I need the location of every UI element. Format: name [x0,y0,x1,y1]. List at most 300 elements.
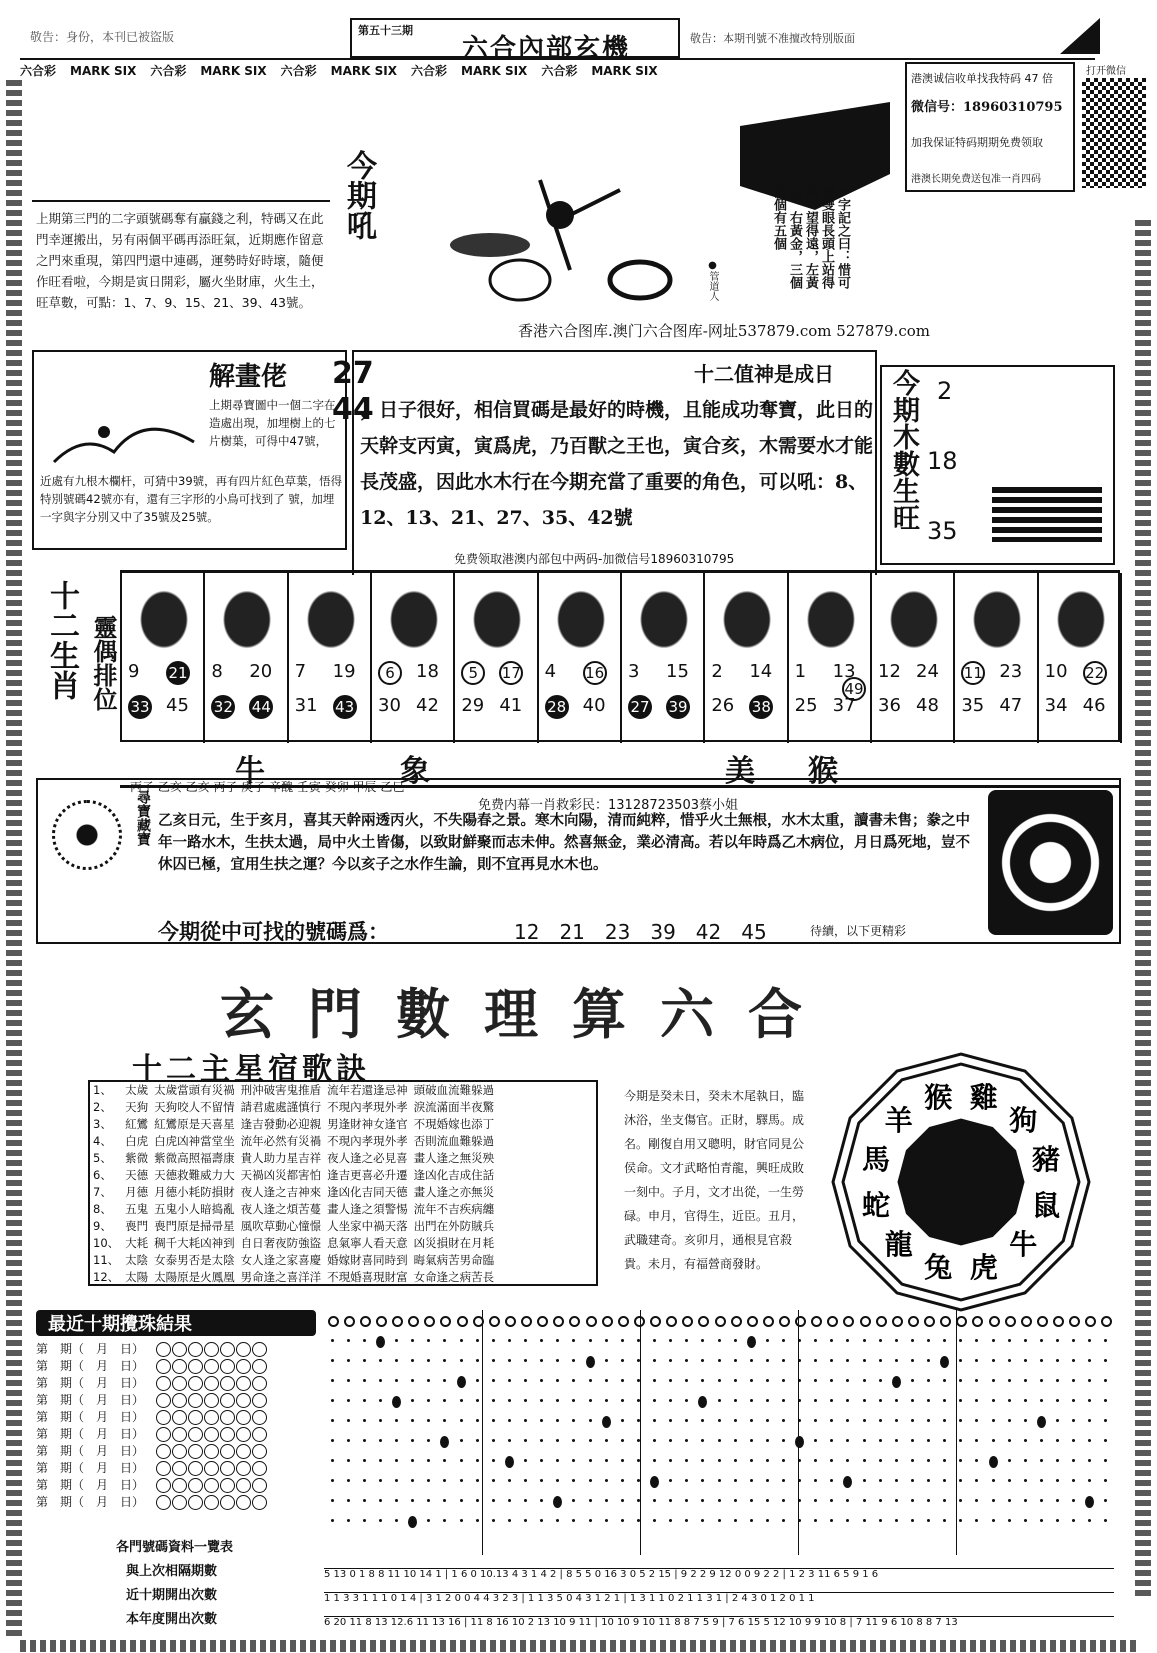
site-url: 香港六合图库.澳门六合图库-网址537879.com 527879.com [518,322,930,340]
ball-dot [830,1399,833,1402]
ball-dot [476,1339,479,1342]
ball-header-dot [408,1316,419,1327]
song-row [90,1269,497,1286]
ball-dot [1040,1519,1043,1522]
song-cell: 五鬼 [125,1202,149,1216]
ball-dot [830,1519,833,1522]
ball-dot [1104,1459,1107,1462]
zodiac-cell-monkey [789,573,872,743]
ball-dot [621,1339,624,1342]
ball-dot [750,1459,753,1462]
song-cell: 逢吉更喜必升遷 [327,1168,408,1182]
ball-dot [508,1439,511,1442]
song-row [90,1150,497,1167]
ball-dot [701,1419,704,1422]
ball-dot [992,1399,995,1402]
ball-ring [172,1461,187,1476]
ball-header-dot [489,1316,500,1327]
ball-ring [156,1461,171,1476]
ball-dot [492,1359,495,1362]
song-cell: 逢吉發動必迎親 [240,1117,322,1131]
ball-dot [701,1459,704,1462]
ball-dot [734,1499,737,1502]
zodiac-num: 19 [332,661,356,682]
result-row-label: 第 期（ 月 日） [36,1376,145,1390]
ball-dot [476,1379,479,1382]
ball-header-dot [827,1316,838,1327]
ball-ring [236,1495,251,1510]
song-row [90,1167,497,1184]
solve-text-1: 上期尋寶圖中一個二字在造處出現，加埋樹上的七片樹葉，可得中47號， [209,398,336,448]
ball-dot [556,1479,559,1482]
song-cell: 1、 [93,1083,112,1097]
song-cell: 逢凶化吉同天德 [327,1185,408,1199]
zodiac-num: 45 [166,695,189,716]
ball-dot [718,1459,721,1462]
ball-ring [252,1376,267,1391]
ball-dot [863,1419,866,1422]
ball-dot [411,1359,414,1362]
ball-dot [975,1419,978,1422]
ball-ring [204,1393,219,1408]
ball-dot [331,1439,334,1442]
ball-dot [863,1479,866,1482]
ball-dot [556,1419,559,1422]
ball-dot [879,1499,882,1502]
ball-header-dot [1021,1316,1032,1327]
ball-dot [411,1439,414,1442]
song-cell: 夜人逢之必見喜 [327,1151,408,1165]
ball-dot [379,1399,382,1402]
ball-dot [927,1399,930,1402]
stat-row-2: 6 20 11 8 13 12.6 11 13 16 | 11 8 16 10 2 13 10 9 11 | 10 10 9 10 11 8 8 7 5 9 | 7 6 15 5 12 10 9 9 10 8 | 7 11 9 6 10 8 8 7 13 [324,1616,1114,1628]
ball-ring [204,1461,219,1476]
ball-dot [363,1459,366,1462]
song-cell: 否則流血難躲過 [413,1134,495,1148]
ball-dot [846,1499,849,1502]
ball-dot [911,1339,914,1342]
ball-dot [669,1479,672,1482]
ball-dot [605,1379,608,1382]
stem-side-label: 尋寶藏寶 [135,790,151,846]
song-cell: 稠千大耗凶神到 [154,1236,235,1250]
ball-dot [989,1456,998,1468]
bagua-char: 豬 [1031,1143,1061,1177]
song-cell: 月德 [125,1185,149,1199]
ball-dot [492,1419,495,1422]
ball-dot [621,1379,624,1382]
ball-dot [895,1439,898,1442]
result-row [36,1442,268,1459]
zodiac-num: 38 [749,695,773,719]
ball-dot [1040,1439,1043,1442]
ball-dot [863,1459,866,1462]
ball-header-dot [989,1316,1000,1327]
song-cell: 不現內孝現外孝 [327,1134,408,1148]
bottom-char-1: 象 [400,754,430,789]
zodiac-num: 48 [916,695,939,716]
ball-dot [1040,1379,1043,1382]
ball-dot [524,1359,527,1362]
ball-ring [236,1359,251,1374]
bagua-char: 鼠 [1031,1188,1061,1222]
song-cell: 喪門 [125,1219,149,1233]
result-row-label: 第 期（ 月 日） [36,1478,145,1492]
song-cell: 白虎凶神當堂坐 [154,1134,235,1148]
ball-dot [476,1359,479,1362]
ball-dot [379,1359,382,1362]
qr-label: 打开微信 [1086,66,1126,77]
ball-dot [782,1419,785,1422]
song-cell: 女命逢之病苦長 [413,1270,495,1284]
ball-dot [814,1399,817,1402]
result-row-label: 第 期（ 月 日） [36,1410,145,1424]
ball-dot [879,1399,882,1402]
ball-ring [204,1478,219,1493]
ball-header-dot [1037,1316,1048,1327]
ball-dot [766,1419,769,1422]
ball-dot [572,1339,575,1342]
song-row [90,1099,497,1116]
song-cell: 出門在外防賊兵 [413,1219,495,1233]
ball-dot [843,1476,852,1488]
ball-dot [734,1419,737,1422]
ball-header-dot [457,1316,468,1327]
landscape-illustration [44,392,204,472]
ball-dot [363,1359,366,1362]
song-cell: 畫人逢之亦無災 [413,1185,495,1199]
ball-dot [460,1479,463,1482]
ball-dot [992,1499,995,1502]
song-cell: 流年若還逢忌神 [327,1083,408,1097]
ball-dot [927,1479,930,1482]
ball-dot [685,1439,688,1442]
ball-dot [718,1479,721,1482]
ball-ring [252,1359,267,1374]
ball-dot [395,1339,398,1342]
zodiac-num: 16 [583,661,607,685]
zodiac-num: 35 [961,695,985,716]
bagua-char: 龍 [884,1228,913,1262]
ball-header-dot [650,1316,661,1327]
ball-dot [1024,1379,1027,1382]
ball-dot [1088,1439,1091,1442]
ball-dot [572,1399,575,1402]
song-cell: 紫微 [125,1151,149,1165]
ball-dot [653,1499,656,1502]
ball-ring [156,1444,171,1459]
ball-dot [524,1399,527,1402]
ball-dot [1085,1496,1094,1508]
ball-dot [460,1419,463,1422]
song-table [90,1082,497,1286]
ball-dot [879,1379,882,1382]
ball-dot [879,1479,882,1482]
ball-dot [992,1359,995,1362]
song-cell: 自日奢夜防強盜 [240,1236,322,1250]
zodiac-num: 2 [711,661,723,682]
ball-dot [992,1519,995,1522]
zodiac-cell-tiger [289,573,372,743]
ball-dot [508,1359,511,1362]
ball-dot [508,1399,511,1402]
ball-dot [747,1336,756,1348]
ball-dot [718,1499,721,1502]
song-cell: 3、 [93,1117,112,1131]
song-cell: 畫人逢之無災殃 [413,1151,495,1165]
top-right-notice: 敬告：本期刊號不准擅改特別版面 [690,32,855,45]
ball-dot [540,1419,543,1422]
ball-ring [156,1495,171,1510]
ball-dot [605,1359,608,1362]
ball-dot [685,1419,688,1422]
ball-dot [863,1399,866,1402]
song-cell: 大耗 [125,1236,149,1250]
ball-dot [524,1459,527,1462]
ball-ring [188,1376,203,1391]
ball-dot [492,1499,495,1502]
ball-dot [959,1359,962,1362]
ball-ring [172,1359,187,1374]
zodiac-num: 17 [499,661,523,685]
ball-dot [830,1359,833,1362]
ball-dot [572,1519,575,1522]
ball-dot [621,1419,624,1422]
ball-dot [701,1499,704,1502]
ball-header-dot [972,1316,983,1327]
ball-dot [460,1439,463,1442]
ball-ring [172,1376,187,1391]
ball-dot [975,1499,978,1502]
ball-dot [1056,1359,1059,1362]
zodiac-num: 28 [545,695,569,719]
song-cell: 淚流滿面半夜驚 [413,1100,495,1114]
ball-dot [814,1459,817,1462]
song-cell: 太陽原是火鳳凰 [154,1270,235,1284]
song-cell: 5、 [93,1151,112,1165]
ball-dot [363,1519,366,1522]
issue-label: 第五十三期 [358,24,413,37]
grid-divider [798,1310,799,1555]
qr-code-icon [1082,78,1146,188]
ball-dot [669,1379,672,1382]
ball-dot [1056,1499,1059,1502]
ball-dot [524,1439,527,1442]
bagua-char: 虎 [969,1251,998,1284]
stem-box [36,778,1121,944]
ball-ring [252,1478,267,1493]
ball-dot [540,1399,543,1402]
zodiac-num: 24 [916,661,939,682]
ball-header-dot [779,1316,790,1327]
zodiac-num: 3 [628,661,640,682]
tiger-icon [299,581,363,651]
ball-dot [766,1339,769,1342]
ball-dot [589,1479,592,1482]
ad-line-2: 微信号：18960310795 [911,100,1063,115]
ball-dot [734,1399,737,1402]
ball-dot [1024,1419,1027,1422]
brand-7: MARK SIX [461,64,528,78]
ball-dot [975,1379,978,1382]
bottom-char-2: 美 [725,754,755,789]
ball-dot [1056,1339,1059,1342]
zodiac-num: 30 [378,695,401,716]
ball-dot [457,1376,466,1388]
song-cell: 天德 [125,1168,149,1182]
ball-dot [1008,1479,1011,1482]
ball-dot [589,1339,592,1342]
ball-dot [685,1479,688,1482]
ball-dot [411,1379,414,1382]
ball-dot [427,1379,430,1382]
ball-dot [347,1379,350,1382]
ball-dot [943,1339,946,1342]
ball-dot [1104,1519,1107,1522]
grid-divider [956,1310,957,1555]
ball-dot [379,1499,382,1502]
ball-dot [440,1436,449,1448]
ball-ring [156,1410,171,1425]
ball-dot [395,1379,398,1382]
ball-dot [685,1359,688,1362]
ball-ring [204,1427,219,1442]
ball-dot [1104,1499,1107,1502]
ball-dot [911,1459,914,1462]
ball-ring [156,1478,171,1493]
yinyang-icon [52,800,122,870]
ball-header-dot [505,1316,516,1327]
big-title: 玄門數理算六合 [220,982,836,1046]
zodiac-num: 13 [832,661,856,682]
results-title-text: 最近十期攪珠結果 [48,1314,192,1335]
zodiac-cell-dog [955,573,1038,743]
zodiac-num: 31 [294,695,318,716]
ball-dot [379,1419,382,1422]
ball-dot [766,1519,769,1522]
song-cell: 晦氣病苦男命臨 [413,1253,495,1267]
ball-dot [830,1459,833,1462]
ball-dot [685,1339,688,1342]
ball-dot [782,1379,785,1382]
ball-dot [392,1396,401,1408]
ball-dot [992,1339,995,1342]
ball-dot [605,1459,608,1462]
ball-dot [927,1339,930,1342]
zodiac-cell-rabbit [372,573,455,743]
ball-dot [846,1519,849,1522]
ball-dot [605,1439,608,1442]
ball-ring [220,1427,235,1442]
ball-dot [524,1339,527,1342]
ball-dot [379,1459,382,1462]
ball-dot [411,1479,414,1482]
ball-dot [895,1359,898,1362]
ball-dot [830,1499,833,1502]
bottom-char-0: 牛 [235,754,265,789]
ball-dot [1104,1359,1107,1362]
ball-dot [331,1519,334,1522]
qr-box [1080,62,1150,192]
ball-dot [943,1399,946,1402]
ball-header-dot [682,1316,693,1327]
ball-dot [540,1459,543,1462]
ball-ring [236,1376,251,1391]
main-free-note: 免费领取港澳内部包中两码-加微信号18960310795 [454,552,735,566]
ball-dot [556,1519,559,1522]
ball-dot [782,1479,785,1482]
ball-dot [347,1479,350,1482]
result-row-label: 第 期（ 月 日） [36,1359,145,1373]
ball-ring [188,1410,203,1425]
ball-dot [750,1359,753,1362]
ball-dot [943,1459,946,1462]
song-cell: 五鬼小人暗捣亂 [154,1202,235,1216]
ball-dot [1072,1479,1075,1482]
ball-header-dot [553,1316,564,1327]
ball-ring [156,1342,171,1357]
bottom-char-3: 猴 [808,754,838,789]
stem-topline: 丙子 乙亥 乙亥 丙子 庚子 辛醜 壬寅 癸卯 甲辰 乙巳 [130,780,405,794]
ball-dot [701,1479,704,1482]
ball-dot [846,1399,849,1402]
ball-dot [524,1379,527,1382]
ball-dot [750,1519,753,1522]
main-head: 十二值神是成日 [694,362,834,386]
song-cell: 12、 [93,1270,120,1284]
ball-dot [556,1379,559,1382]
ball-dot [846,1379,849,1382]
bagua-char: 馬 [861,1143,891,1177]
ball-dot [492,1339,495,1342]
ball-dot [782,1439,785,1442]
roar-box [332,92,382,427]
ball-ring [220,1342,235,1357]
ball-dot [1024,1399,1027,1402]
ball-dot [975,1399,978,1402]
song-cell: 頭破血流難躲過 [413,1083,495,1097]
ball-dot [814,1339,817,1342]
ball-dot [685,1499,688,1502]
ball-dot [411,1399,414,1402]
ball-dot [572,1379,575,1382]
intro-text: 上期第三門的二字頭號碼奪有贏錢之利，特碼又在此門幸運搬出，另有兩個平碼再添旺氣，近期應作留意之門來重現，第四門還中連碼，運勢時好時壞，隨便作旺看啦，今期是寅日開彩，屬火坐財庫，火生土，旺草數，可點：1、7、9、15、21、39、43號。 [36,211,324,310]
ball-dot [621,1499,624,1502]
ball-dot [492,1399,495,1402]
song-cell: 夜人逢之吉神來 [240,1185,322,1199]
grid-divider [482,1310,483,1555]
ball-dot [492,1459,495,1462]
ball-dot [927,1379,930,1382]
ball-dot [718,1439,721,1442]
ball-dot [943,1499,946,1502]
summary-item-0: 與上次相隔期數 [126,1564,218,1579]
ball-header-dot [618,1316,629,1327]
ball-dot [347,1519,350,1522]
ball-ring [220,1359,235,1374]
ball-dot [718,1419,721,1422]
zodiac-cell-rooster [872,573,955,743]
ball-dot [895,1339,898,1342]
zodiac-num: 9 [128,661,140,682]
ball-dot [1104,1399,1107,1402]
ball-dot [621,1359,624,1362]
bagua-char: 兔 [924,1251,953,1284]
ball-dot [1104,1379,1107,1382]
ball-dot [975,1519,978,1522]
ball-dot [830,1439,833,1442]
ball-dot [992,1379,995,1382]
